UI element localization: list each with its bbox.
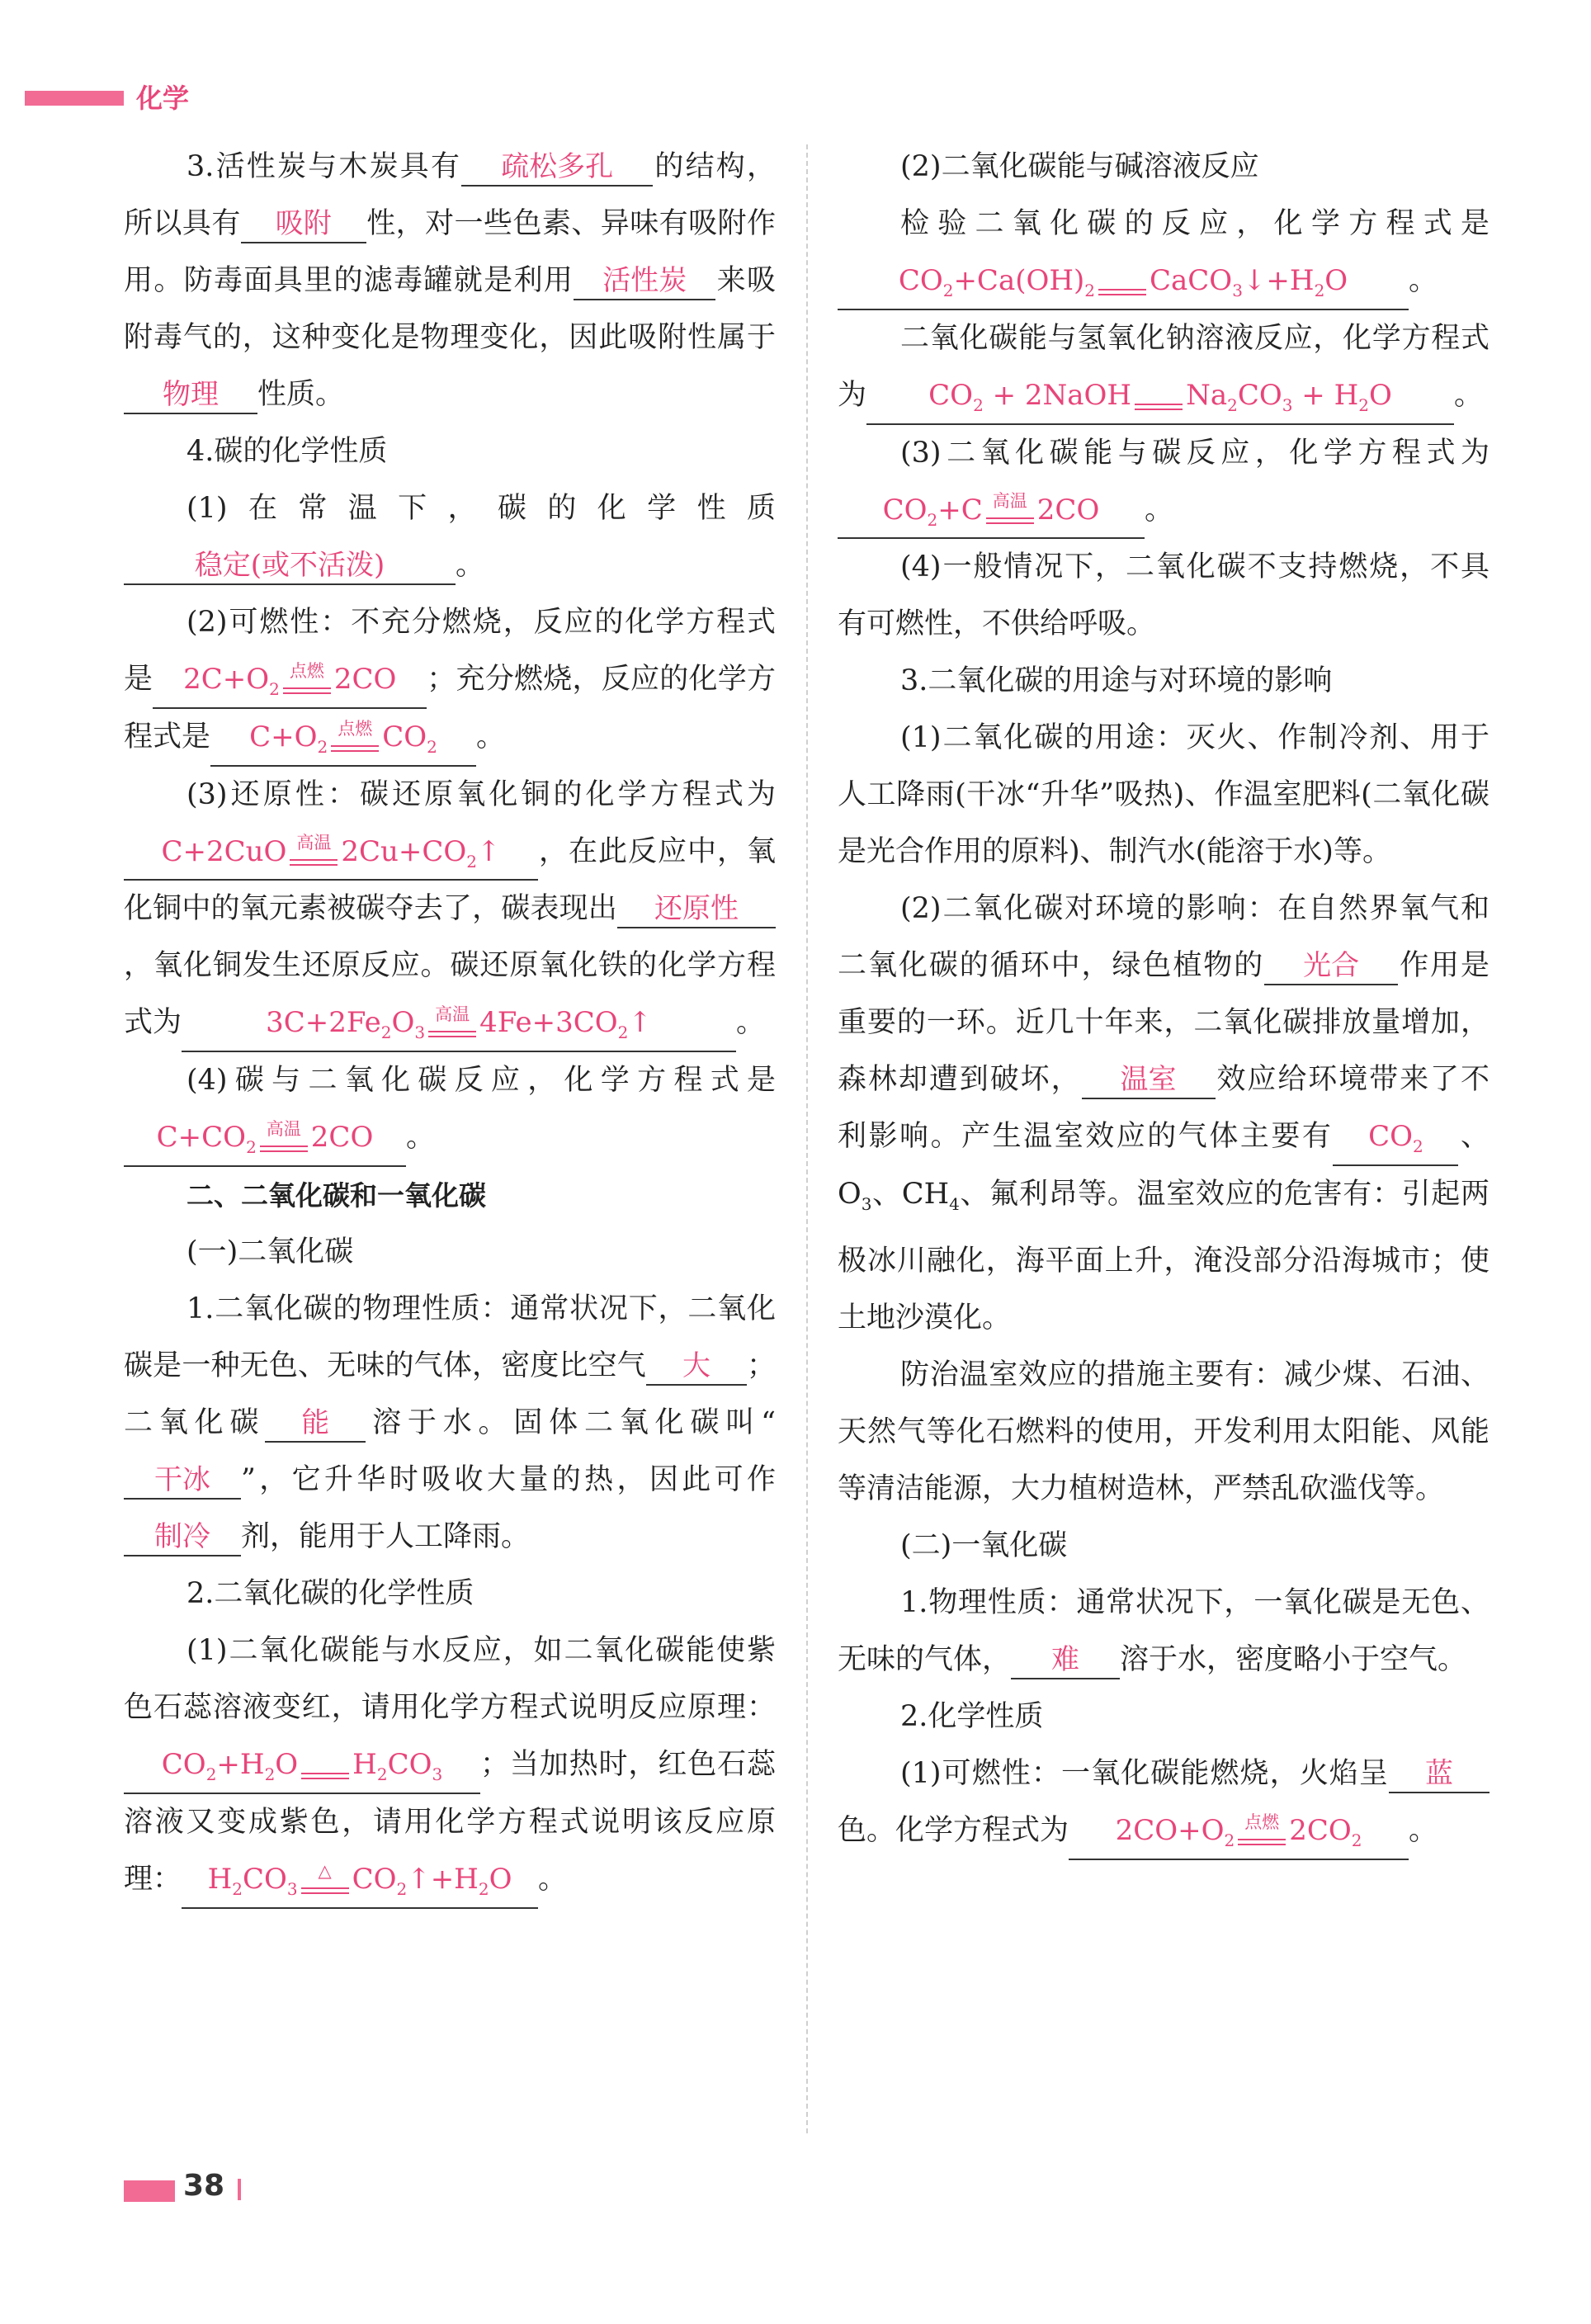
equation-blank: $3C+2Fe_2O_3$ 高温 $4Fe+3CO_2↑$	[182, 1004, 736, 1052]
equation-blank: $H_2CO_3$ △ $CO_2↑+H_2O$	[182, 1861, 538, 1909]
paragraph-water-reaction: (1)二氧化碳能与水反应，如二氧化碳能使紫色石蕊溶液变红，请用化学方程式说明反应原理：$CO_2+H_2O$ $H_2CO_3$ ；当加热时，红色石蕊溶液又变成紫色，请用化学方程式说明该反应原理： $H_2CO_3$ △ $CO_2↑+H_2O$ 。	[124, 1623, 776, 1909]
right-column	[838, 139, 1489, 1860]
footer-tick	[238, 2179, 241, 2200]
page-number: 38	[183, 2169, 225, 2203]
paragraph-adsorption: 3.活性炭与木炭具有 疏松多孔 的结构，所以具有 吸附 性，对一些色素、异味有吸附作用。防毒面具里的滤毒罐就是利用 活性炭 来吸附毒气的，这种变化是物理变化，因此吸附性属于物理 性质。	[124, 139, 776, 423]
equation-blank: $CO_2+C$ 高温 2CO	[838, 492, 1145, 540]
equation-blank: $2C+O_2$ 点燃 2CO	[153, 661, 427, 709]
left-column	[124, 139, 776, 1909]
paragraph-physical-properties: 1.二氧化碳的物理性质：通常状况下，二氧化碳是一种无色、无味的气体，密度比空气 大 ；二氧化碳 能 溶于水。固体二氧化碳叫“干冰 ”，它升华时吸收大量的热，因此可作制冷 剂，能用于人工降雨。	[124, 1281, 776, 1566]
section-heading: 4.碳的化学性质	[186, 435, 388, 468]
subsection-heading: 2.化学性质	[900, 1700, 1044, 1734]
answer-blank: 温室	[1082, 1061, 1216, 1099]
answer-blank: 光合	[1264, 947, 1398, 985]
footer-bar	[124, 2180, 175, 2202]
paragraph-combustion: (2)可燃性：不充分燃烧，反应的化学方程式是 $2C+O_2$ 点燃 2CO ；充分燃烧，反应的化学方程式是 $C+O_2$ 点燃 $CO_2$ 。	[124, 594, 776, 767]
equation-blank: $CO_2+H_2O$ $H_2CO_3$	[124, 1746, 480, 1794]
answer-blank: 制冷	[124, 1519, 241, 1556]
paragraph-uses: (1)二氧化碳的用途：灭火、作制冷剂、用于人工降雨(干冰“升华”吸热)、作温室肥料(二氧化碳是光合作用的原料)、制汽水(能溶于水)等。	[838, 721, 1489, 869]
paragraph-combustion-support: (4)一般情况下，二氧化碳不支持燃烧，不具有可燃性，不供给呼吸。	[838, 550, 1489, 641]
subsection-heading: 2.二氧化碳的化学性质	[186, 1576, 474, 1610]
answer-blank: 物理	[124, 376, 257, 414]
subsection-heading: (一)二氧化碳	[186, 1235, 354, 1268]
equation-blank: C+2CuO 高温 $2Cu+CO_2↑$	[124, 834, 538, 881]
answer-blank: 大	[646, 1348, 747, 1386]
answer-blank: 还原性	[617, 890, 776, 928]
equation-blank: $C+O_2$ 点燃 $CO_2$	[210, 719, 476, 767]
subject-title: 化学	[136, 83, 190, 114]
answer-blank: 活性炭	[574, 262, 715, 300]
paragraph-carbon-reaction: (3)二氧化碳能与碳反应，化学方程式为$CO_2+C$ 高温 2CO 。	[838, 425, 1489, 540]
paragraph-co-combustion: (1)可燃性：一氧化碳能燃烧，火焰呈 蓝色。化学方程式为 $2CO+O_2$ 点燃 $2CO_2$ 。	[838, 1745, 1489, 1860]
paragraph-co2-reaction: (4)碳与二氧化碳反应，化学方程式是$C+CO_2$ 高温 2CO 。	[124, 1052, 776, 1167]
paragraph-naoh: 二氧化碳能与氢氧化钠溶液反应，化学方程式为 $CO_2$ + 2NaOH $Na_2CO_3 + H_2O$ 。	[838, 310, 1489, 425]
paragraph-reduction: (3)还原性：碳还原氧化铜的化学方程式为C+2CuO 高温 $2Cu+CO_2↑$ ，在此反应中，氧化铜中的氧元素被碳夺去了，碳表现出 还原性，氧化铜发生还原反应。碳还原氧化铁的化学方程式为 $3C+2Fe_2O_3$ 高温 $4Fe+3CO_2↑$ 。	[124, 767, 776, 1053]
paragraph-prevention: 防治温室效应的措施主要有：减少煤、石油、天然气等化石燃料的使用，开发利用太阳能、风能等清洁能源，大力植树造林，严禁乱砍滥伐等。	[838, 1358, 1489, 1506]
answer-blank: 吸附	[241, 205, 366, 243]
subsection-heading: 3.二氧化碳的用途与对环境的影响	[900, 664, 1333, 698]
paragraph-limewater: 检验二氧化碳的反应，化学方程式是$CO_2+Ca(OH)_2$ $CaCO_3↓+H_2O$ 。	[838, 196, 1489, 310]
equation-blank: $C+CO_2$ 高温 2CO	[124, 1119, 406, 1167]
paragraph-stability: (1)在常温下，碳的化学性质稳定(或不活泼) 。	[124, 480, 776, 594]
answer-blank: 难	[1011, 1641, 1120, 1679]
header-bar	[25, 91, 124, 106]
paragraph-alkali: (2)二氧化碳能与碱溶液反应	[900, 150, 1259, 183]
paragraph-co-physical: 1.物理性质：通常状况下，一氧化碳是无色、无味的气体， 难 溶于水，密度略小于空气。	[838, 1575, 1489, 1689]
answer-blank: 蓝	[1389, 1755, 1489, 1793]
answer-blank: $CO_2$	[1333, 1118, 1458, 1166]
equation-blank: $CO_2+Ca(OH)_2$ $CaCO_3↓+H_2O$	[838, 262, 1409, 310]
equation-blank: $CO_2$ + 2NaOH $Na_2CO_3 + H_2O$	[866, 377, 1454, 425]
subsection-heading: (二)一氧化碳	[900, 1529, 1068, 1563]
answer-blank: 稳定(或不活泼)	[124, 547, 456, 585]
answer-blank: 能	[265, 1405, 366, 1443]
answer-blank: 疏松多孔	[461, 149, 653, 187]
answer-blank: 干冰	[124, 1462, 241, 1500]
equation-blank: $2CO+O_2$ 点燃 $2CO_2$	[1069, 1812, 1409, 1860]
column-divider	[806, 144, 808, 2133]
section-heading: 二、二氧化碳和一氧化碳	[186, 1179, 486, 1212]
paragraph-environment: (2)二氧化碳对环境的影响：在自然界氧气和二氧化碳的循环中，绿色植物的 光合 作用是重要的一环。近几十年来，二氧化碳排放量增加，森林却遭到破坏， 温室 效应给环境带来了不利影响。产生温室效应的气体主要有 $CO_2$ 、$O_3$、$CH_4$、氟利昂等。温室效应的危害有：引起两极冰川融化，海平面上升，淹没部分沿海城市；使土地沙漠化。	[838, 892, 1489, 1335]
